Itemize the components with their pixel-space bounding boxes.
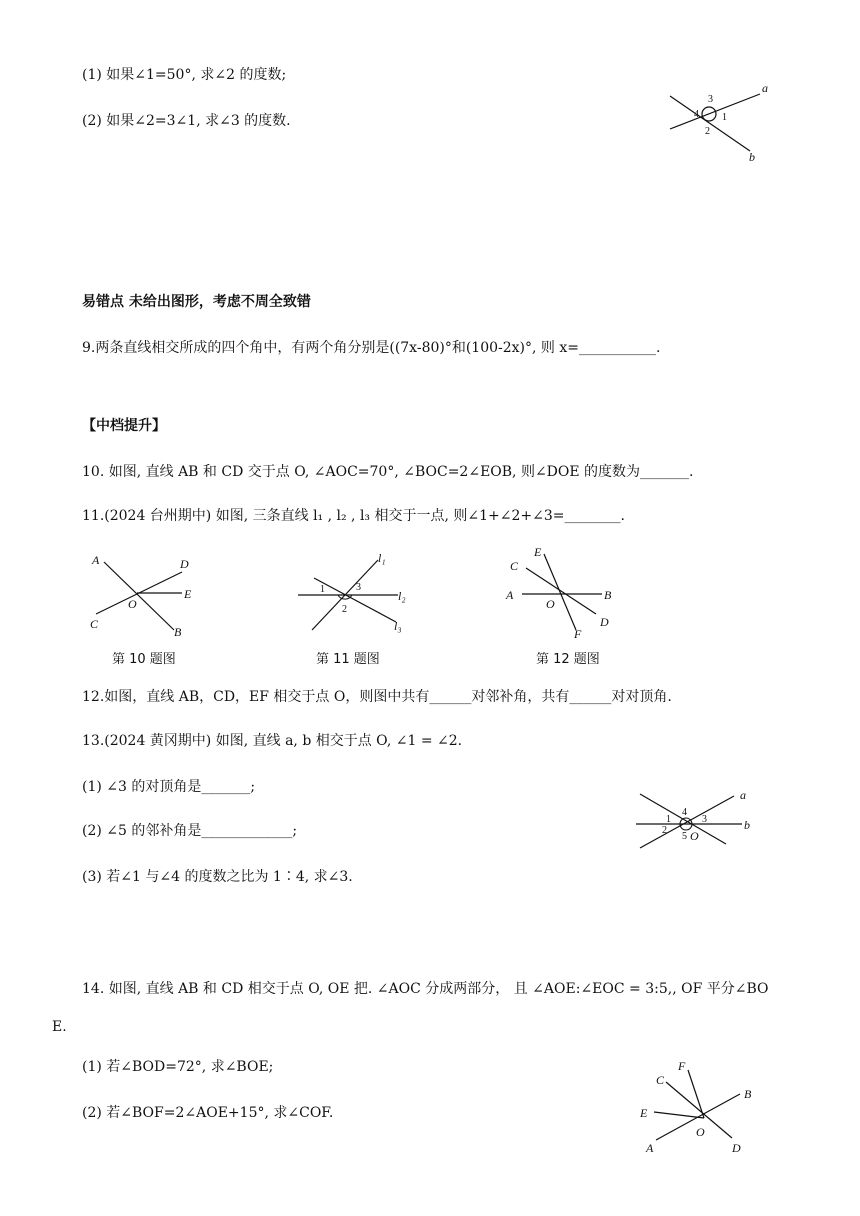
question-9: 9.两条直线相交所成的四个角中，有两个角分别是((7x-80)°和(100-2x)°, 则 x=___________. [82, 340, 661, 356]
figure-q12 [502, 542, 632, 642]
q8-part1: (1) 如果∠1=50°, 求∠2 的度数; [82, 67, 287, 83]
caption-fig12: 第 12 题图 [536, 652, 600, 667]
fig12-label-D: D [600, 615, 609, 629]
fig10-label-E: E [184, 587, 192, 601]
mistake-heading: 易错点 未给出图形，考虑不周全致错 [82, 294, 311, 310]
question-11: 11.(2024 台州期中) 如图, 三条直线 l₁ , l₂ , l₃ 相交于一点, 则∠1+∠2+∠3=________. [82, 508, 625, 524]
fig8-label-b: b [749, 150, 755, 164]
fig14-label-F: F [678, 1059, 686, 1073]
fig13-label-2: 2 [662, 825, 667, 836]
fig13-label-a: a [740, 788, 746, 802]
fig8-label-3: 3 [708, 94, 713, 105]
question-13-stem: 13.(2024 黄冈期中) 如图, 直线 a, b 相交于点 O, ∠1 = ∠2. [82, 733, 463, 749]
question-12: 12.如图，直线 AB，CD，EF 相交于点 O，则图中共有______对邻补角，共有______对对顶角. [82, 689, 672, 705]
fig10-label-C: C [90, 617, 99, 631]
question-14-part2: (2) 若∠BOF=2∠AOE+15°, 求∠COF. [82, 1105, 334, 1121]
fig14-label-B: B [744, 1087, 752, 1101]
figure-q8 [662, 78, 782, 168]
fig13-label-3: 3 [702, 814, 707, 825]
q8-part2: (2) 如果∠2=3∠1, 求∠3 的度数. [82, 113, 291, 129]
fig13-label-b: b [744, 818, 750, 832]
fig14-label-E: E [640, 1106, 648, 1120]
fig8-label-1: 1 [722, 112, 727, 123]
question-14-stem-line2: E. [52, 1019, 67, 1035]
fig10-label-A: A [92, 553, 100, 567]
fig8-label-2: 2 [705, 126, 710, 137]
fig13-label-O: O [690, 829, 699, 843]
question-13-part1: (1) ∠3 的对顶角是_______; [82, 779, 256, 795]
fig10-label-B: B [174, 625, 182, 639]
fig10-label-O: O [128, 597, 137, 611]
question-13-part3: (3) 若∠1 与∠4 的度数之比为 1∶4, 求∠3. [82, 869, 353, 885]
fig12-label-O: O [546, 597, 555, 611]
fig14-label-O: O [696, 1125, 705, 1139]
fig8-label-4: 4 [694, 109, 699, 120]
fig12-label-F: F [574, 627, 582, 641]
fig12-label-E: E [534, 545, 542, 559]
fig11-label-l2: l₂ [398, 589, 406, 603]
figure-q13 [630, 784, 766, 854]
fig12-label-B: B [604, 588, 612, 602]
fig13-label-4: 4 [682, 807, 687, 818]
fig12-label-C: C [510, 559, 519, 573]
question-14-part1: (1) 若∠BOD=72°, 求∠BOE; [82, 1059, 274, 1075]
caption-fig11: 第 11 题图 [316, 652, 380, 667]
fig14-label-C: C [656, 1073, 665, 1087]
fig11-label-l1: l₁ [378, 551, 386, 565]
fig13-label-1: 1 [666, 814, 671, 825]
figure-q11 [292, 548, 422, 638]
figure-q10 [86, 548, 206, 644]
fig11-label-1: 1 [320, 584, 325, 595]
fig10-label-D: D [180, 557, 189, 571]
figure-q14 [636, 1058, 766, 1156]
fig8-label-a: a [762, 81, 768, 95]
fig13-label-5: 5 [682, 831, 687, 842]
question-14-stem-line1: 14. 如图, 直线 AB 和 CD 相交于点 O, OE 把. ∠AOC 分成两部分， 且 ∠AOE:∠EOC = 3:5,, OF 平分∠BO [82, 981, 769, 997]
fig12-label-A: A [506, 588, 514, 602]
caption-fig10: 第 10 题图 [112, 652, 176, 667]
section-heading-mid: 【中档提升】 [82, 418, 166, 434]
fig14-label-A: A [646, 1141, 654, 1155]
fig14-label-D: D [732, 1141, 741, 1155]
fig11-label-3: 3 [356, 582, 361, 593]
question-13-part2: (2) ∠5 的邻补角是_____________; [82, 823, 298, 839]
fig11-label-l3: l₃ [394, 619, 402, 633]
fig11-label-2: 2 [342, 604, 347, 615]
question-10: 10. 如图, 直线 AB 和 CD 交于点 O, ∠AOC=70°, ∠BOC=2∠EOB, 则∠DOE 的度数为_______. [82, 464, 694, 480]
